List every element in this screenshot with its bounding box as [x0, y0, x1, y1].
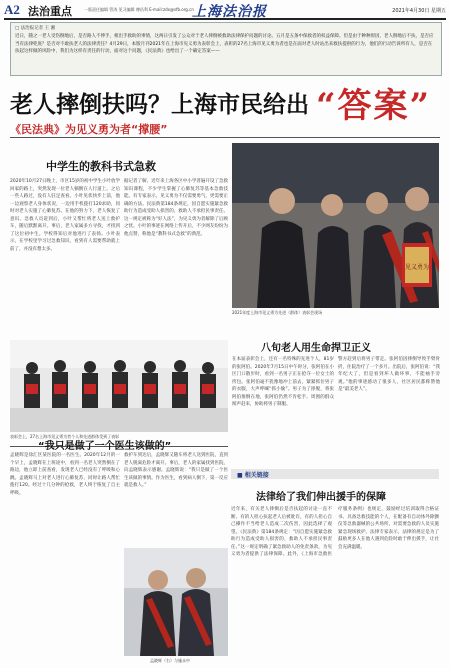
photo-caption-bottom: 孟晓辉（右）与施永中	[150, 658, 190, 663]
related-label: ■ 相关链接	[237, 472, 269, 479]
section-name: 法治重点	[28, 5, 72, 18]
main-headline: 老人摔倒扶吗？上海市民给出	[10, 92, 309, 118]
headline-emphasis: “答案”	[316, 86, 432, 126]
story1-column-2: 据记者了解，近年来上海各区中小学普遍开设了急救知识课程，不少学生掌握了心肺复苏等基本急救技能。有专家表示，见义勇为不仅需要勇气，更需要正确的方法。民法典第184条规定，因自愿实施紧急救助行为造成受助人损害的，救助人不承担民事责任。这一规定被称为“好人法”，为见义勇为者解除了后顾之忧。小叶的事迹在网络上传开后，不少网友纷纷为他点赞，称他是“教科书式急救”的典范。	[124, 179, 228, 237]
photo-caption-top: 2021年度上海市见义勇为先进（群体）表彰会现场	[232, 310, 323, 315]
story3-column-2: 救护车到达后，孟晓辉又随车将老人送到医院，直到老人脱离危险才离开。事后，老人的家属找到医院，向孟晓辉表示感谢。孟晓辉说：“我只是做了一个医生该做的事情。作为医生，看到病人倒下，第一反应就是救人。”	[124, 453, 228, 488]
doctor-photo	[124, 548, 228, 656]
sub-headline: 《民法典》为见义勇为者“撑腰”	[10, 123, 168, 136]
story3-title: “我只是做了一个医生该做的”	[38, 441, 172, 452]
group-photo	[10, 340, 228, 432]
related-text: 近年来，有关老人摔倒后是否扶起的讨论一直不断。有的人担心扶起老人后被讹诈，有的人担心自己操作不当给老人造成二次伤害，因此选择了观望。《民法典》第184条规定：“因自愿实施紧急救助行为造成受助人损害的，救助人不承担民事责任。”这一规定明确了紧急救助人的免责条款，为见义勇为者提供了法律保障。此外，《上海市急救医疗服务条例》也规定，鼓励经过培训取得合格证书、具备急救技能的个人，在配备有自动体外除颤仪等急救器械的公共场所，对需要急救的人员实施紧急现场救护。法律专家表示，法律的规定是为了鼓励更多人在他人遇到危险时敢于伸出援手，让社会充满温暖。	[231, 507, 439, 557]
reporter-line: □ 法治报记者 王 湘	[15, 26, 56, 31]
photo-caption-left: 表彰会上，27名上海市见义勇为者个人和先进群体受到了表彰	[10, 434, 120, 439]
story3-column-1: 孟晓辉是徐汇区某医院的一名医生。2020年12月的一个早上，孟晓辉在上班途中，看到一名老人突然倒在了路边，他立即上前查看，发现老人已经没有了呼吸和心跳。孟晓辉马上对老人进行心肺复苏，同时让路人帮忙拨打120。经过十几分钟的抢救，老人终于恢复了自主呼吸。	[10, 453, 120, 496]
story2-title: 八旬老人用生命捍卫正义	[261, 343, 371, 354]
doctor-photo-illustration	[124, 548, 228, 656]
newspaper-logo: 上海法治报	[192, 4, 267, 20]
divider	[10, 137, 440, 138]
page-number: A2	[4, 2, 20, 17]
masthead	[4, 2, 446, 20]
editor-note-box	[10, 22, 442, 76]
story2-column-2: 警方赶到后将男子带走。张阿伯因摔倒导致手臂骨折，住院治疗了一个多月。出院后，张阿伯说：“我年纪大了，但是看到坏人做坏事，不能袖手旁观。”他的事迹感动了很多人，社区居民都称赞他是“最美老人”。	[338, 357, 440, 392]
award-ceremony-illustration	[232, 143, 439, 308]
story1-title: 中学生的教科书式急救	[46, 160, 156, 173]
editor-note-text: 近日，随之一老人受伤倒地后，是否路人不伸手，相出手救助的事情，这两日引发了公众对于老人摔倒被救助法律保护问题的讨论。五月是五条中保救者的权益保障。但是由于种种原因，老人倒地后不扶，是否应当有法律兜底？是否对不敢扶老人的法律责任？4月29日，本版月刊2021年在上海市见义勇为表彰会上，表彰的27名上海市见义勇为者也是在面对老人时站出来救扶提供的行为，他们的行动告诉所有人，是否在扶起这样做的风险中，我们为这样有责任的行动，面对这个问题，《民法典》也给出了一个确定答案——	[15, 34, 434, 54]
plaque-text: 见义勇为	[404, 264, 430, 271]
story2-column-1: 在本届表彰会上，还有一名特殊的先进个人，81岁的张阿伯。2020年7月15日中午时分，张阿伯在小区门口散步时，看到一名男子正在抢夺一位女士的挎包。张阿伯毫不犹豫地冲上前去，紧紧抓住男子的衣服，大声呼喊“抓小偷”。男子为了挣脱，将张阿伯推倒在地，张阿伯仍然不肯松手。周围的群众闻声赶来，协助将男子制服。	[232, 357, 334, 407]
related-link-bar	[231, 469, 439, 479]
story4-title: 法律给了我们伸出援手的保障	[256, 492, 386, 503]
group-photo-illustration	[10, 340, 228, 432]
issue-date: 2021年4月30日 星期五	[392, 8, 446, 14]
story1-column-1: 2020年10月27日晚上，市区15岁的初中学生小叶放学回家的路上，突然发现一位老人躺倒在人行道上。之后一些人路过，没有人驻足查看。小叶见状快步上前，他一边观察老人身体状况，一边用手机拨打120求助，同时对老人实施了心肺复苏。在他的努力下，老人恢复了意识。急救人员赶到后，小叶又帮忙将老人送上救护车，随后默默离开。事后，老人家属多方寻找，才找到了这位初中生。学校得知后对他进行了表扬。小叶表示，在学校里学习过急救知识，看到有人需要帮助就上前了，并没有想太多。	[10, 179, 120, 252]
editor-credits: 一版责任编辑 管涛 见习编辑 傅昌利 E-mail:zdx@sfb.org.cn	[84, 7, 194, 12]
award-ceremony-photo	[232, 143, 439, 308]
